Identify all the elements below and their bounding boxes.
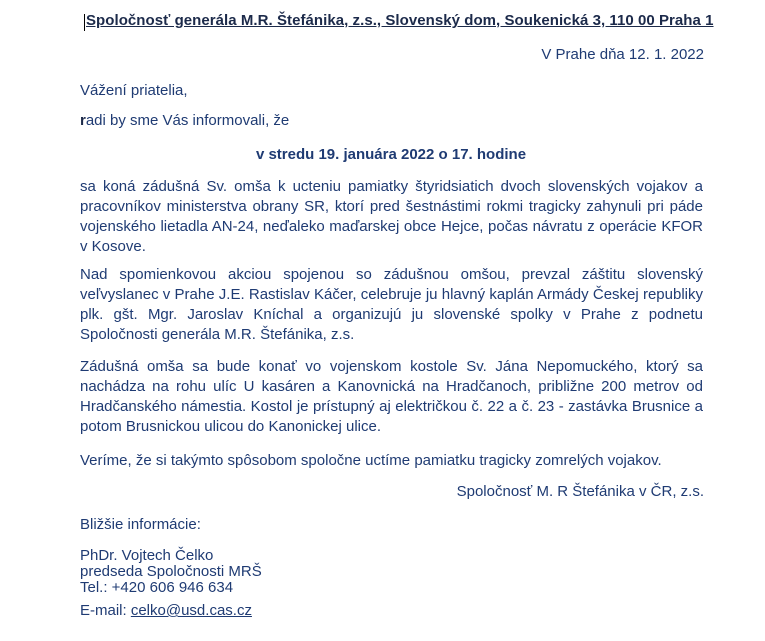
intro-first-letter: r — [80, 112, 86, 129]
paragraph-closing: Veríme, že si takýmto spôsobom spoločne uctíme pamiatku tragicky zomrelých vojakov. — [80, 452, 662, 469]
contact-phone: Tel.: +420 606 946 634 — [80, 579, 234, 596]
letterhead: Spoločnosť generála M.R. Štefánika, z.s., Slovenský dom, Soukenická 3, 110 00 Praha 1 — [86, 12, 714, 29]
paragraph-location: Zádušná omša sa bude konať vo vojenskom kostole Sv. Jána Nepomuckého, ktorý sa nachádza na rohu ulíc U kasáren a Kanovnická na Hradčanoch, približne 200 metrov od Hradčanského námestia. Kostol je prístupný aj električkou č. 22 a č. 23 - zastávka Brusnice a potom Brusnickou ulicou do Kanonickej ulice. — [80, 358, 703, 435]
paragraph-patronage: Nad spomienkovou akciou spojenou so zádušnou omšou, prevzal záštitu slovenský veľvyslanec v Prahe J.E. Rastislav Káčer, celebruje ju hlavný kaplán Armády Českej republiky plk. gšt. Mgr. Jaroslav Kníchal a organizujú ju slovenské spolky v Prahe z podnetu Spoločnosti generála M.R. Štefánika, z.s. — [80, 266, 703, 343]
signature: Spoločnosť M. R Štefánika v ČR, z.s. — [456, 483, 704, 500]
more-info-label: Bližšie informácie: — [80, 516, 201, 533]
paragraph-memorial-mass: sa koná zádušná Sv. omša k ucteniu pamiatky štyridsiatich dvoch slovenských vojakov a pracovníkov ministerstva obrany SR, ktorí pred šestnástimi rokmi tragicky zahynuli pri páde vojenského lietadla AN-24, neďaleko maďarskej obce Hejce, počas návratu z operácie KFOR v Kosove. — [80, 178, 703, 255]
contact-block — [80, 548, 262, 596]
contact-email-line — [80, 602, 252, 619]
greeting: Vážení priatelia, — [80, 82, 188, 99]
intro-line — [80, 112, 289, 129]
date-line: V Prahe dňa 12. 1. 2022 — [541, 46, 704, 63]
email-label: E-mail: — [80, 602, 131, 619]
event-date-heading: v stredu 19. januára 2022 o 17. hodine — [255, 146, 527, 163]
contact-role: predseda Spoločnosti MRŠ — [80, 563, 262, 580]
email-link[interactable]: celko@usd.cas.cz — [130, 602, 252, 619]
text-cursor — [84, 14, 85, 31]
contact-name: PhDr. Vojtech Čelko — [80, 547, 214, 564]
intro-text: adi by sme Vás informovali, že — [85, 112, 290, 129]
